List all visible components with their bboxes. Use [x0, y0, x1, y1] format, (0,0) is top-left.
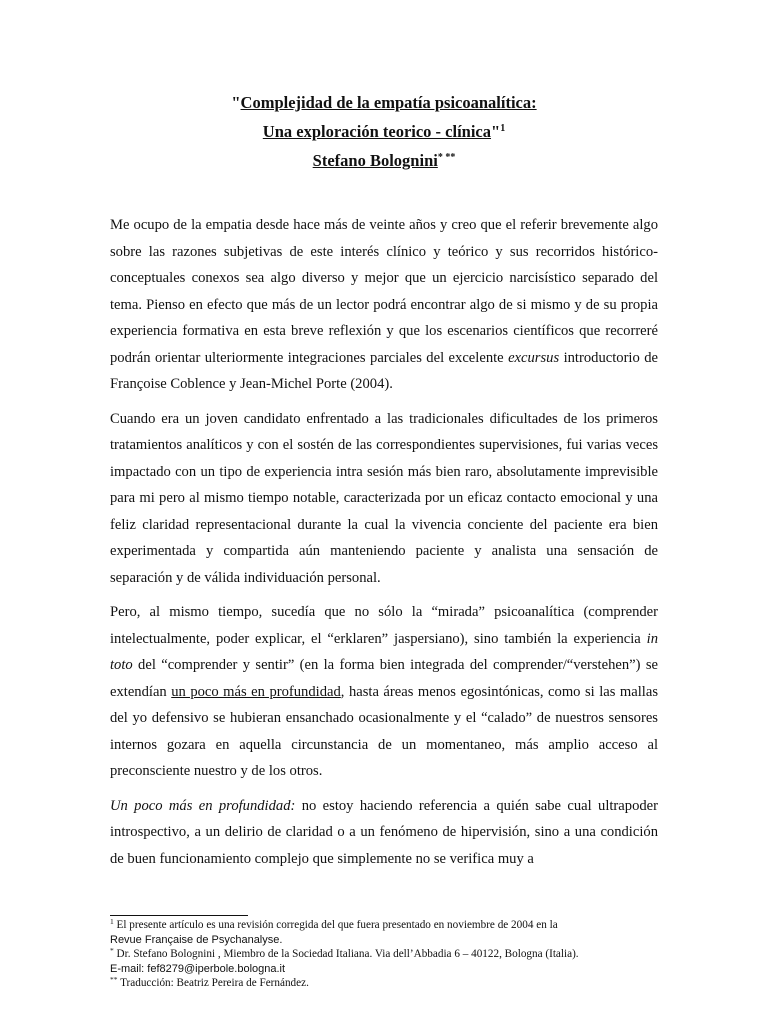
footnote-3 — [110, 976, 670, 991]
paragraph-3-text-e: , hasta áreas menos egosintónicas, como si las mallas del yo defensivo se hubieran ensanchado ocasionalmente y el “calado” de nuestros sensores internos gozara en aquella circunstancia de un momentaneo, más amplio acceso al preconsciente nuestro y de los otros. — [110, 683, 659, 779]
paragraph-3-text-a: Pero, al mismo tiempo, sucedía que no sólo la “mirada” psicoanalítica (comprender intelectualmente, poder explicar, el “erklaren” jaspersiano), sino también la experiencia — [110, 604, 658, 647]
paragraph-1 — [110, 212, 658, 398]
footnote-separator — [110, 915, 248, 916]
footnote-2-email: E-mail: fef8279@iperbole.bologna.it — [110, 962, 286, 975]
footnote-3-text: Traducción: Beatriz Pereira de Fernández. — [117, 977, 309, 990]
author-line — [110, 146, 658, 175]
footnote-1-line-2: Revue Française de Psychanalyse. — [110, 933, 283, 946]
document-title — [110, 88, 658, 175]
footnote-2-text: Dr. Stefano Bolognini , Miembro de la Sociedad Italiana. Via dell’Abbadia 6 – 40122, Bologna (Italia). — [116, 948, 579, 961]
paragraph-4-italic-lead: Un poco más en profundidad: — [110, 797, 296, 814]
title-text-line-1: Complejidad de la empatía psicoanalítica: — [240, 93, 537, 112]
title-open-quote: " — [231, 93, 241, 112]
paragraph-1-text-a: Me ocupo de la empatia desde hace más de veinte años y creo que el referir brevemente algo sobre las razones subjetivas de este interés clínico y teórico y sus recorridos histórico-conceptuales conexos sea algo diverso y mejor que un ejercicio narcisístico separado del tema. Pienso en efecto que más de un lector podrá encontrar algo de si mismo y de su propia experiencia formativa en esta breve reflexión y que los escenarios científicos que recorreré podrán orientar ulteriormente integraciones parciales del excelente — [110, 217, 658, 366]
footnote-2 — [110, 947, 670, 962]
footnote-1-mark: 1 — [110, 917, 114, 926]
author-name: Stefano Bolognini — [312, 151, 438, 170]
article-body — [110, 212, 658, 880]
paragraph-1-italic-excursus: excursus — [508, 349, 560, 366]
footnote-3-mark: ** — [110, 975, 118, 985]
title-text-line-2: Una exploración teorico - clínica — [262, 122, 492, 141]
paragraph-2: Cuando era un joven candidato enfrentado a las tradicionales dificultades de los primeros tratamientos analíticos y con el sostén de las correspondientes supervisiones, fui varias veces impactado con un tipo de experiencia intra sesión más bien raro, absolutamente imprevisible para mi pero al mismo tiempo notable, caracterizada por un eficaz contacto emocional y una feliz claridad representacional durante la cual la vivencia conciente del paciente era bien experimentada y compartida aún manteniendo paciente y analista una sensación de separación y de válida individuación personal. — [110, 410, 658, 586]
footnote-1-text: El presente artículo es una revisión corregida del que fuera presentado en noviembre de 2004 en la — [113, 919, 558, 931]
paragraph-4 — [110, 793, 658, 873]
footnote-1-line-1 — [110, 918, 670, 933]
title-line-2 — [110, 117, 658, 146]
paragraph-3 — [110, 599, 658, 785]
paragraph-1-text-c: introductorio de Françoise Coblence y Jean-Michel Porte (2004). — [110, 349, 658, 392]
title-close-quote: " — [491, 122, 501, 141]
footnotes — [110, 918, 670, 991]
paragraph-3-underlined-phrase: un poco más en profundidad — [171, 683, 341, 700]
paragraph-3-italic-in-toto: in toto — [110, 630, 658, 673]
title-line-1 — [110, 88, 658, 117]
paragraph-4-text-b: no estoy haciendo referencia a quién sabe cual ultrapoder introspectivo, a un delirio de claridad o a un fenómeno de hipervisión, sino a una condición de buen funcionamiento complejo que simplemente no se verifica muy a — [110, 797, 658, 867]
author-footnote-marks: * ** — [437, 152, 456, 163]
title-footnote-mark: 1 — [500, 123, 506, 134]
paragraph-3-text-c: del “comprender y sentir” (en la forma bien integrada del comprender/“verstehen”) se extendían — [110, 657, 658, 700]
footnote-2-mark: * — [110, 946, 114, 956]
